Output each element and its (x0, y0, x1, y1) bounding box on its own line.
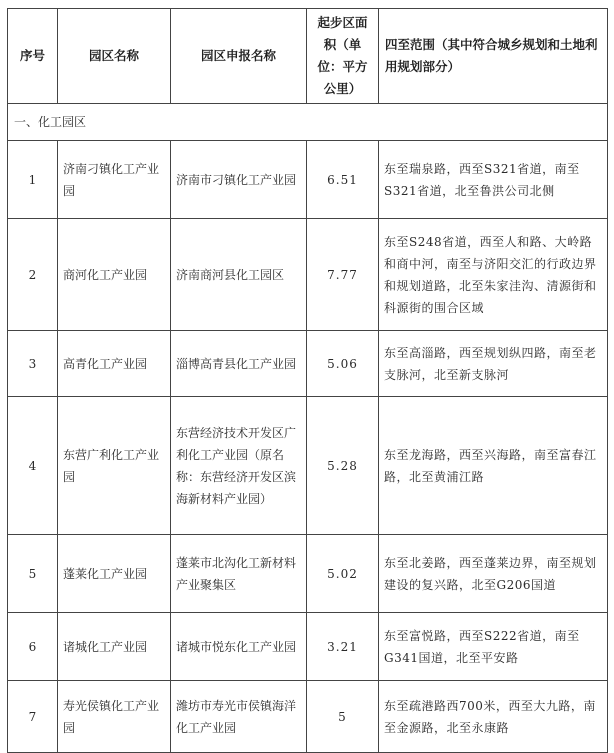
cell-area: 5.28 (307, 397, 379, 535)
cell-park: 寿光侯镇化工产业园 (58, 681, 171, 753)
cell-no: 5 (8, 535, 58, 613)
cell-scope: 东至瑞泉路，西至S321省道，南至S321省道，北至鲁洪公司北侧 (379, 141, 608, 219)
cell-apply: 济南市刁镇化工产业园 (171, 141, 307, 219)
cell-no: 1 (8, 141, 58, 219)
cell-apply: 潍坊市寿光市侯镇海洋化工产业园 (171, 681, 307, 753)
cell-scope: 东至富悦路，西至S222省道，南至G341国道，北至平安路 (379, 613, 608, 681)
table-row (8, 535, 608, 613)
cell-no: 2 (8, 219, 58, 331)
table-row (8, 397, 608, 535)
chemical-park-table (7, 8, 608, 753)
cell-apply: 东营经济技术开发区广利化工产业园（原名称：东营经济开发区滨海新材料产业园） (171, 397, 307, 535)
table-row (8, 331, 608, 397)
header-apply-name: 园区申报名称 (171, 9, 307, 104)
cell-area: 6.51 (307, 141, 379, 219)
cell-park: 诸城化工产业园 (58, 613, 171, 681)
cell-park: 商河化工产业园 (58, 219, 171, 331)
cell-no: 6 (8, 613, 58, 681)
cell-apply: 诸城市悦东化工产业园 (171, 613, 307, 681)
cell-apply: 蓬莱市北沟化工新材料产业聚集区 (171, 535, 307, 613)
cell-scope: 东至疏港路西700米，西至大九路，南至金源路，北至永康路 (379, 681, 608, 753)
cell-area: 3.21 (307, 613, 379, 681)
table-row (8, 141, 608, 219)
section-title: 一、化工园区 (8, 104, 608, 141)
table-header-row (8, 9, 608, 104)
header-no: 序号 (8, 9, 58, 104)
table-row (8, 613, 608, 681)
cell-area: 7.77 (307, 219, 379, 331)
cell-scope: 东至高淄路，西至规划纵四路，南至老支脉河，北至新支脉河 (379, 331, 608, 397)
header-scope: 四至范围（其中符合城乡规划和土地利用规划部分） (379, 9, 608, 104)
section-row (8, 104, 608, 141)
cell-park: 高青化工产业园 (58, 331, 171, 397)
cell-no: 4 (8, 397, 58, 535)
cell-park: 东营广利化工产业园 (58, 397, 171, 535)
cell-apply: 淄博高青县化工产业园 (171, 331, 307, 397)
cell-scope: 东至北姜路，西至蓬莱边界，南至规划建设的复兴路，北至G206国道 (379, 535, 608, 613)
park-table-container (7, 8, 607, 753)
cell-no: 7 (8, 681, 58, 753)
cell-apply: 济南商河县化工园区 (171, 219, 307, 331)
cell-scope: 东至S248省道，西至人和路、大岭路和商中河，南至与济阳交汇的行政边界和规划道路，北至朱家洼沟、清源街和科源街的围合区域 (379, 219, 608, 331)
cell-park: 济南刁镇化工产业园 (58, 141, 171, 219)
cell-scope: 东至龙海路，西至兴海路，南至富春江路，北至黄浦江路 (379, 397, 608, 535)
cell-park: 蓬莱化工产业园 (58, 535, 171, 613)
cell-no: 3 (8, 331, 58, 397)
cell-area: 5.02 (307, 535, 379, 613)
table-row (8, 219, 608, 331)
header-area: 起步区面积（单位：平方公里） (307, 9, 379, 104)
cell-area: 5 (307, 681, 379, 753)
header-park-name: 园区名称 (58, 9, 171, 104)
cell-area: 5.06 (307, 331, 379, 397)
table-row (8, 681, 608, 753)
